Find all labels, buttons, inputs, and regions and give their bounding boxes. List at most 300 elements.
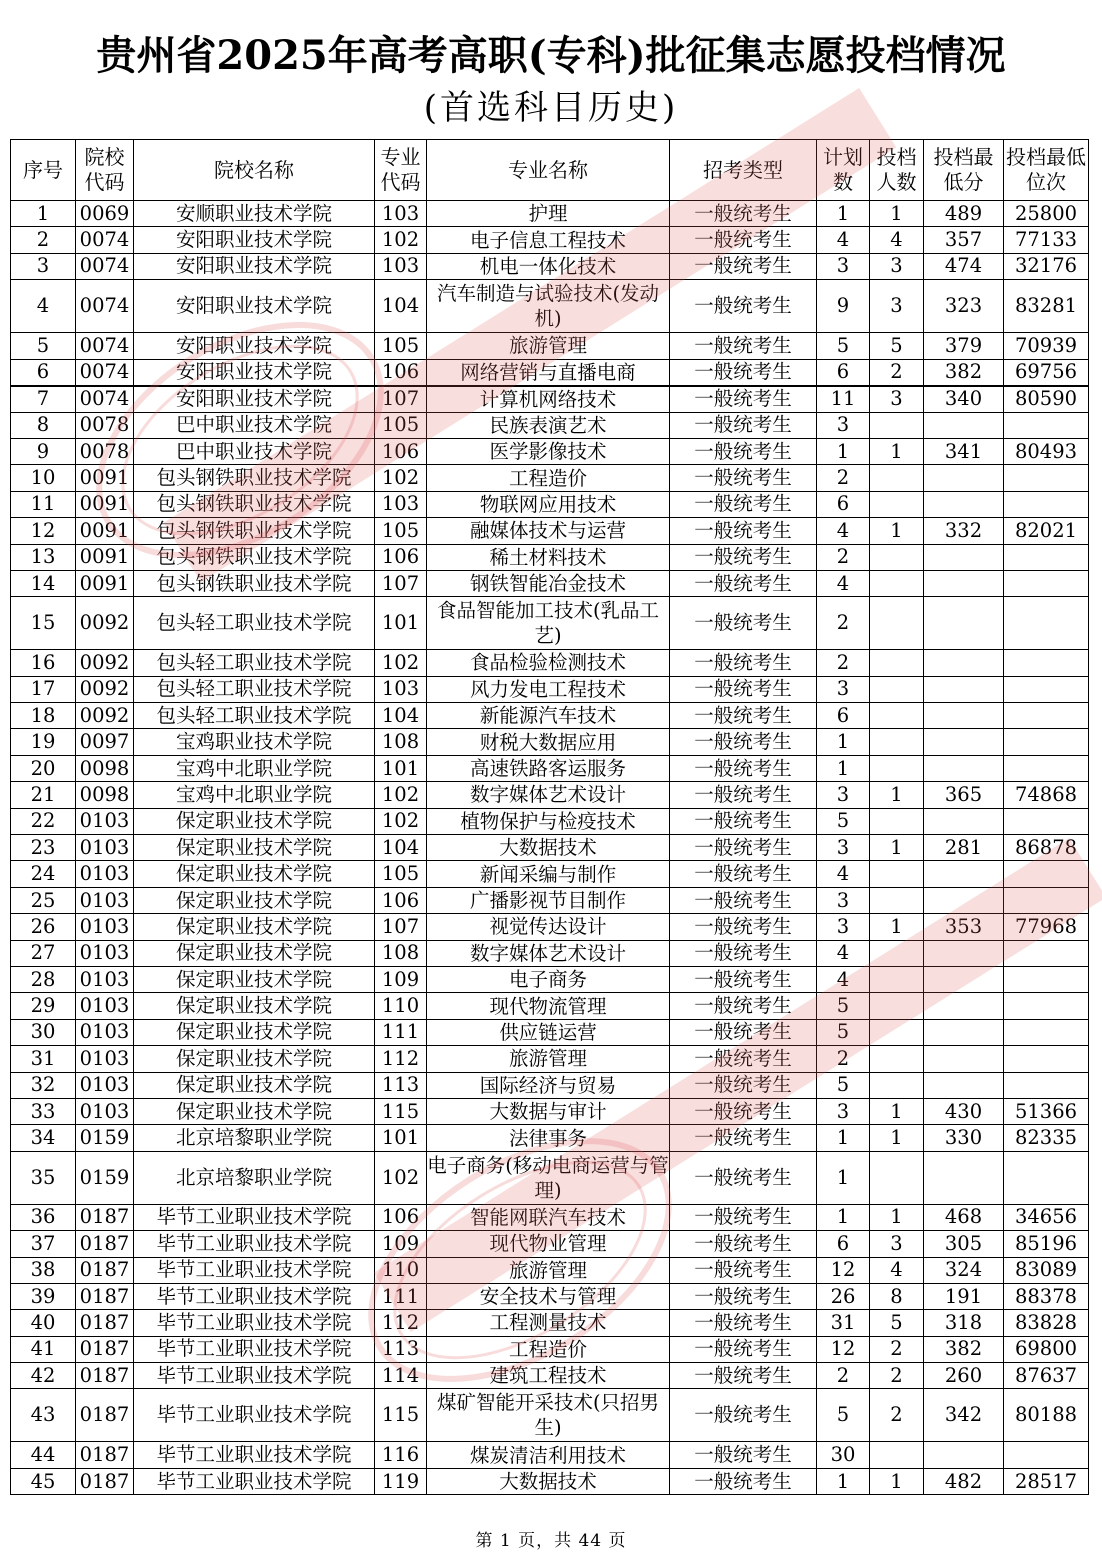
cell-exam-type: 一般统考生: [670, 1125, 817, 1151]
cell-school-name: 包头轻工职业技术学院: [134, 676, 375, 702]
cell-exam-type: 一般统考生: [670, 1231, 817, 1257]
cell-major-name: 电子信息工程技术: [427, 227, 670, 253]
table-row: [11, 227, 1089, 253]
cell-admit-count: 1: [870, 914, 924, 940]
cell-major-code: 107: [375, 570, 427, 596]
table-row: [11, 412, 1089, 438]
cell-plan-count: 6: [817, 491, 870, 517]
cell-major-name: 大数据技术: [427, 835, 670, 861]
table-row: [11, 729, 1089, 755]
cell-admit-count: 1: [870, 438, 924, 464]
cell-school-name: 包头钢铁职业技术学院: [134, 491, 375, 517]
cell-major-code: 103: [375, 676, 427, 702]
cell-school-name: 保定职业技术学院: [134, 940, 375, 966]
table-row: [11, 650, 1089, 676]
cell-min-score: 323: [924, 280, 1004, 333]
cell-major-name: 医学影像技术: [427, 438, 670, 464]
cell-admit-count: [870, 703, 924, 729]
cell-plan-count: 3: [817, 1098, 870, 1124]
cell-min-score: 342: [924, 1389, 1004, 1442]
cell-plan-count: 1: [817, 1204, 870, 1230]
cell-seq: 27: [11, 940, 76, 966]
cell-min-rank: 80493: [1004, 438, 1089, 464]
cell-admit-count: 5: [870, 1310, 924, 1336]
cell-min-rank: 69800: [1004, 1336, 1089, 1362]
cell-min-score: [924, 597, 1004, 650]
cell-plan-count: 9: [817, 280, 870, 333]
cell-min-rank: 77133: [1004, 227, 1089, 253]
cell-plan-count: 5: [817, 1072, 870, 1098]
cell-min-score: 482: [924, 1468, 1004, 1494]
header-seq: 序号: [11, 140, 76, 201]
cell-school-name: 包头轻工职业技术学院: [134, 703, 375, 729]
cell-school-code: 0103: [76, 835, 134, 861]
cell-school-code: 0187: [76, 1283, 134, 1309]
table-row: [11, 887, 1089, 913]
cell-admit-count: [870, 570, 924, 596]
cell-plan-count: 26: [817, 1283, 870, 1309]
cell-seq: 3: [11, 253, 76, 279]
cell-seq: 45: [11, 1468, 76, 1494]
cell-plan-count: 4: [817, 966, 870, 992]
cell-exam-type: 一般统考生: [670, 1257, 817, 1283]
cell-school-code: 0091: [76, 465, 134, 491]
cell-min-rank: [1004, 491, 1089, 517]
cell-min-rank: 82335: [1004, 1125, 1089, 1151]
table-row: [11, 518, 1089, 544]
cell-school-code: 0103: [76, 1072, 134, 1098]
cell-seq: 8: [11, 412, 76, 438]
cell-major-name: 财税大数据应用: [427, 729, 670, 755]
cell-admit-count: 3: [870, 386, 924, 413]
cell-school-name: 毕节工业职业技术学院: [134, 1442, 375, 1468]
cell-exam-type: 一般统考生: [670, 1072, 817, 1098]
cell-major-name: 电子商务(移动电商运营与管理): [427, 1151, 670, 1204]
table-row: [11, 280, 1089, 333]
cell-admit-count: [870, 650, 924, 676]
table-row: [11, 544, 1089, 570]
table-row: [11, 861, 1089, 887]
cell-min-rank: [1004, 465, 1089, 491]
cell-admit-count: 3: [870, 1231, 924, 1257]
cell-school-name: 保定职业技术学院: [134, 808, 375, 834]
cell-min-score: 324: [924, 1257, 1004, 1283]
cell-school-code: 0187: [76, 1389, 134, 1442]
cell-plan-count: 3: [817, 253, 870, 279]
cell-exam-type: 一般统考生: [670, 861, 817, 887]
cell-seq: 29: [11, 993, 76, 1019]
cell-min-rank: 82021: [1004, 518, 1089, 544]
header-admit-count: 投档人数: [870, 140, 924, 201]
cell-major-code: 102: [375, 650, 427, 676]
cell-seq: 10: [11, 465, 76, 491]
cell-admit-count: [870, 887, 924, 913]
cell-min-score: [924, 1019, 1004, 1045]
cell-admit-count: [870, 1151, 924, 1204]
cell-major-code: 105: [375, 333, 427, 359]
cell-plan-count: 2: [817, 597, 870, 650]
cell-plan-count: 6: [817, 1231, 870, 1257]
table-row: [11, 201, 1089, 227]
cell-exam-type: 一般统考生: [670, 280, 817, 333]
cell-min-rank: 28517: [1004, 1468, 1089, 1494]
cell-school-code: 0103: [76, 914, 134, 940]
header-school-name: 院校名称: [134, 140, 375, 201]
table-row: [11, 491, 1089, 517]
cell-school-name: 毕节工业职业技术学院: [134, 1468, 375, 1494]
cell-school-code: 0097: [76, 729, 134, 755]
cell-school-code: 0159: [76, 1125, 134, 1151]
cell-school-code: 0103: [76, 1098, 134, 1124]
cell-school-code: 0098: [76, 755, 134, 781]
cell-exam-type: 一般统考生: [670, 597, 817, 650]
cell-plan-count: 12: [817, 1257, 870, 1283]
cell-admit-count: 4: [870, 227, 924, 253]
cell-min-rank: [1004, 650, 1089, 676]
cell-min-score: [924, 1442, 1004, 1468]
table-row: [11, 333, 1089, 359]
cell-exam-type: 一般统考生: [670, 808, 817, 834]
cell-exam-type: 一般统考生: [670, 491, 817, 517]
cell-major-name: 风力发电工程技术: [427, 676, 670, 702]
cell-min-score: [924, 966, 1004, 992]
cell-school-name: 包头轻工职业技术学院: [134, 650, 375, 676]
cell-school-name: 毕节工业职业技术学院: [134, 1204, 375, 1230]
cell-admit-count: 1: [870, 1204, 924, 1230]
cell-min-rank: [1004, 729, 1089, 755]
cell-min-score: 330: [924, 1125, 1004, 1151]
cell-school-name: 包头轻工职业技术学院: [134, 597, 375, 650]
cell-major-name: 护理: [427, 201, 670, 227]
cell-major-code: 102: [375, 465, 427, 491]
cell-school-name: 北京培黎职业学院: [134, 1125, 375, 1151]
cell-admit-count: 1: [870, 518, 924, 544]
cell-school-name: 毕节工业职业技术学院: [134, 1389, 375, 1442]
cell-plan-count: 4: [817, 861, 870, 887]
table-row: [11, 1363, 1089, 1389]
cell-school-name: 保定职业技术学院: [134, 993, 375, 1019]
cell-major-code: 102: [375, 1151, 427, 1204]
cell-plan-count: 6: [817, 359, 870, 386]
table-row: [11, 465, 1089, 491]
cell-plan-count: 1: [817, 1468, 870, 1494]
cell-min-score: [924, 1046, 1004, 1072]
admission-table: [10, 139, 1089, 1495]
cell-school-name: 保定职业技术学院: [134, 966, 375, 992]
cell-admit-count: 2: [870, 359, 924, 386]
cell-seq: 32: [11, 1072, 76, 1098]
cell-school-code: 0091: [76, 518, 134, 544]
cell-plan-count: 30: [817, 1442, 870, 1468]
cell-plan-count: 4: [817, 227, 870, 253]
cell-major-code: 113: [375, 1072, 427, 1098]
cell-min-rank: 86878: [1004, 835, 1089, 861]
table-row: [11, 1442, 1089, 1468]
cell-min-score: 260: [924, 1363, 1004, 1389]
cell-plan-count: 5: [817, 1019, 870, 1045]
cell-school-code: 0187: [76, 1257, 134, 1283]
cell-admit-count: [870, 993, 924, 1019]
cell-min-score: 281: [924, 835, 1004, 861]
cell-admit-count: [870, 412, 924, 438]
table-row: [11, 1389, 1089, 1442]
cell-major-code: 104: [375, 835, 427, 861]
cell-major-code: 102: [375, 227, 427, 253]
cell-major-name: 网络营销与直播电商: [427, 359, 670, 386]
table-row: [11, 438, 1089, 464]
cell-plan-count: 5: [817, 808, 870, 834]
cell-major-code: 112: [375, 1046, 427, 1072]
cell-admit-count: [870, 1019, 924, 1045]
cell-major-code: 103: [375, 253, 427, 279]
cell-min-rank: 83828: [1004, 1310, 1089, 1336]
cell-admit-count: 5: [870, 333, 924, 359]
cell-major-name: 食品检验检测技术: [427, 650, 670, 676]
cell-plan-count: 3: [817, 676, 870, 702]
cell-exam-type: 一般统考生: [670, 465, 817, 491]
cell-min-score: [924, 1151, 1004, 1204]
cell-exam-type: 一般统考生: [670, 1151, 817, 1204]
cell-exam-type: 一般统考生: [670, 676, 817, 702]
cell-exam-type: 一般统考生: [670, 993, 817, 1019]
cell-min-rank: [1004, 676, 1089, 702]
cell-plan-count: 1: [817, 729, 870, 755]
cell-min-rank: [1004, 412, 1089, 438]
cell-major-name: 大数据技术: [427, 1468, 670, 1494]
cell-major-code: 105: [375, 861, 427, 887]
cell-min-score: 468: [924, 1204, 1004, 1230]
cell-admit-count: [870, 755, 924, 781]
cell-major-name: 广播影视节目制作: [427, 887, 670, 913]
cell-school-code: 0074: [76, 359, 134, 386]
cell-exam-type: 一般统考生: [670, 438, 817, 464]
table-row: [11, 993, 1089, 1019]
cell-min-rank: 70939: [1004, 333, 1089, 359]
cell-major-name: 植物保护与检疫技术: [427, 808, 670, 834]
cell-school-code: 0074: [76, 280, 134, 333]
cell-seq: 37: [11, 1231, 76, 1257]
cell-admit-count: [870, 940, 924, 966]
cell-min-rank: 32176: [1004, 253, 1089, 279]
cell-plan-count: 5: [817, 1389, 870, 1442]
cell-admit-count: [870, 544, 924, 570]
cell-major-code: 106: [375, 438, 427, 464]
cell-plan-count: 2: [817, 650, 870, 676]
cell-min-rank: [1004, 940, 1089, 966]
table-row: [11, 1151, 1089, 1204]
cell-major-code: 111: [375, 1283, 427, 1309]
cell-school-name: 保定职业技术学院: [134, 1019, 375, 1045]
cell-plan-count: 2: [817, 544, 870, 570]
cell-major-code: 105: [375, 518, 427, 544]
cell-school-name: 毕节工业职业技术学院: [134, 1310, 375, 1336]
cell-major-code: 106: [375, 887, 427, 913]
cell-exam-type: 一般统考生: [670, 1363, 817, 1389]
cell-seq: 22: [11, 808, 76, 834]
cell-exam-type: 一般统考生: [670, 544, 817, 570]
cell-min-rank: [1004, 887, 1089, 913]
cell-admit-count: 8: [870, 1283, 924, 1309]
cell-exam-type: 一般统考生: [670, 835, 817, 861]
cell-major-name: 新能源汽车技术: [427, 703, 670, 729]
cell-major-name: 法律事务: [427, 1125, 670, 1151]
table-row: [11, 782, 1089, 808]
cell-major-name: 机电一体化技术: [427, 253, 670, 279]
cell-admit-count: [870, 808, 924, 834]
cell-school-name: 保定职业技术学院: [134, 861, 375, 887]
cell-min-score: 365: [924, 782, 1004, 808]
cell-plan-count: 1: [817, 755, 870, 781]
page-title: 贵州省2025年高考高职(专科)批征集志愿投档情况: [96, 32, 1006, 79]
cell-school-code: 0092: [76, 650, 134, 676]
cell-school-code: 0074: [76, 253, 134, 279]
cell-plan-count: 1: [817, 1151, 870, 1204]
cell-major-code: 116: [375, 1442, 427, 1468]
cell-exam-type: 一般统考生: [670, 914, 817, 940]
cell-admit-count: [870, 1442, 924, 1468]
cell-min-score: 357: [924, 227, 1004, 253]
cell-exam-type: 一般统考生: [670, 359, 817, 386]
cell-school-name: 包头钢铁职业技术学院: [134, 544, 375, 570]
cell-admit-count: 3: [870, 280, 924, 333]
table-row: [11, 914, 1089, 940]
cell-seq: 4: [11, 280, 76, 333]
cell-school-name: 宝鸡职业技术学院: [134, 729, 375, 755]
cell-exam-type: 一般统考生: [670, 966, 817, 992]
cell-major-code: 102: [375, 782, 427, 808]
table-row: [11, 1257, 1089, 1283]
cell-school-code: 0103: [76, 1019, 134, 1045]
cell-exam-type: 一般统考生: [670, 201, 817, 227]
cell-school-code: 0074: [76, 333, 134, 359]
cell-school-code: 0092: [76, 597, 134, 650]
cell-min-rank: 80590: [1004, 386, 1089, 413]
cell-min-rank: [1004, 1019, 1089, 1045]
cell-major-code: 106: [375, 359, 427, 386]
cell-min-score: 341: [924, 438, 1004, 464]
table-row: [11, 676, 1089, 702]
cell-seq: 42: [11, 1363, 76, 1389]
cell-school-code: 0103: [76, 887, 134, 913]
cell-major-name: 数字媒体艺术设计: [427, 940, 670, 966]
cell-min-score: 191: [924, 1283, 1004, 1309]
cell-min-score: [924, 729, 1004, 755]
cell-min-score: 489: [924, 201, 1004, 227]
cell-major-code: 112: [375, 1310, 427, 1336]
cell-school-code: 0092: [76, 703, 134, 729]
cell-school-code: 0103: [76, 940, 134, 966]
cell-seq: 11: [11, 491, 76, 517]
cell-major-code: 111: [375, 1019, 427, 1045]
table-row: [11, 1336, 1089, 1362]
cell-major-code: 110: [375, 1257, 427, 1283]
cell-min-score: [924, 703, 1004, 729]
cell-major-name: 数字媒体艺术设计: [427, 782, 670, 808]
cell-plan-count: 1: [817, 438, 870, 464]
cell-admit-count: [870, 465, 924, 491]
table-row: [11, 253, 1089, 279]
table-row: [11, 940, 1089, 966]
table-row: [11, 1072, 1089, 1098]
cell-exam-type: 一般统考生: [670, 1098, 817, 1124]
cell-school-name: 安阳职业技术学院: [134, 253, 375, 279]
cell-school-code: 0159: [76, 1151, 134, 1204]
cell-major-name: 煤矿智能开采技术(只招男生): [427, 1389, 670, 1442]
cell-school-name: 保定职业技术学院: [134, 835, 375, 861]
cell-school-name: 包头钢铁职业技术学院: [134, 465, 375, 491]
cell-school-code: 0069: [76, 201, 134, 227]
cell-min-rank: [1004, 993, 1089, 1019]
cell-major-code: 109: [375, 966, 427, 992]
cell-min-score: 474: [924, 253, 1004, 279]
cell-admit-count: 1: [870, 1125, 924, 1151]
cell-school-code: 0187: [76, 1442, 134, 1468]
cell-school-code: 0103: [76, 861, 134, 887]
header-major-name: 专业名称: [427, 140, 670, 201]
cell-min-rank: [1004, 1072, 1089, 1098]
cell-min-score: 382: [924, 359, 1004, 386]
table-row: [11, 1231, 1089, 1257]
cell-min-score: 430: [924, 1098, 1004, 1124]
header-exam-type: 招考类型: [670, 140, 817, 201]
cell-major-code: 104: [375, 280, 427, 333]
cell-min-rank: [1004, 597, 1089, 650]
cell-school-code: 0078: [76, 412, 134, 438]
cell-major-code: 107: [375, 386, 427, 413]
cell-school-name: 毕节工业职业技术学院: [134, 1257, 375, 1283]
cell-school-name: 安阳职业技术学院: [134, 386, 375, 413]
cell-school-name: 保定职业技术学院: [134, 1072, 375, 1098]
table-row: [11, 755, 1089, 781]
cell-min-score: [924, 940, 1004, 966]
cell-min-score: [924, 412, 1004, 438]
cell-seq: 41: [11, 1336, 76, 1362]
cell-major-code: 114: [375, 1363, 427, 1389]
cell-seq: 23: [11, 835, 76, 861]
cell-seq: 34: [11, 1125, 76, 1151]
cell-school-name: 保定职业技术学院: [134, 1046, 375, 1072]
cell-plan-count: 31: [817, 1310, 870, 1336]
cell-school-code: 0074: [76, 227, 134, 253]
cell-major-code: 108: [375, 729, 427, 755]
table-row: [11, 1019, 1089, 1045]
cell-min-rank: 87637: [1004, 1363, 1089, 1389]
cell-major-name: 智能网联汽车技术: [427, 1204, 670, 1230]
table-row: [11, 808, 1089, 834]
cell-min-rank: 80188: [1004, 1389, 1089, 1442]
cell-school-name: 安顺职业技术学院: [134, 201, 375, 227]
cell-plan-count: 1: [817, 1125, 870, 1151]
cell-exam-type: 一般统考生: [670, 386, 817, 413]
cell-major-name: 食品智能加工技术(乳品工艺): [427, 597, 670, 650]
cell-major-name: 高速铁路客运服务: [427, 755, 670, 781]
cell-admit-count: 4: [870, 1257, 924, 1283]
cell-admit-count: [870, 1072, 924, 1098]
cell-exam-type: 一般统考生: [670, 333, 817, 359]
cell-seq: 21: [11, 782, 76, 808]
cell-min-rank: [1004, 1442, 1089, 1468]
cell-school-name: 巴中职业技术学院: [134, 412, 375, 438]
page-subtitle: (首选科目历史): [423, 88, 679, 128]
cell-school-name: 毕节工业职业技术学院: [134, 1283, 375, 1309]
cell-min-score: 353: [924, 914, 1004, 940]
cell-major-name: 视觉传达设计: [427, 914, 670, 940]
cell-plan-count: 5: [817, 333, 870, 359]
cell-school-name: 保定职业技术学院: [134, 1098, 375, 1124]
cell-school-code: 0091: [76, 544, 134, 570]
cell-major-code: 105: [375, 412, 427, 438]
cell-seq: 26: [11, 914, 76, 940]
